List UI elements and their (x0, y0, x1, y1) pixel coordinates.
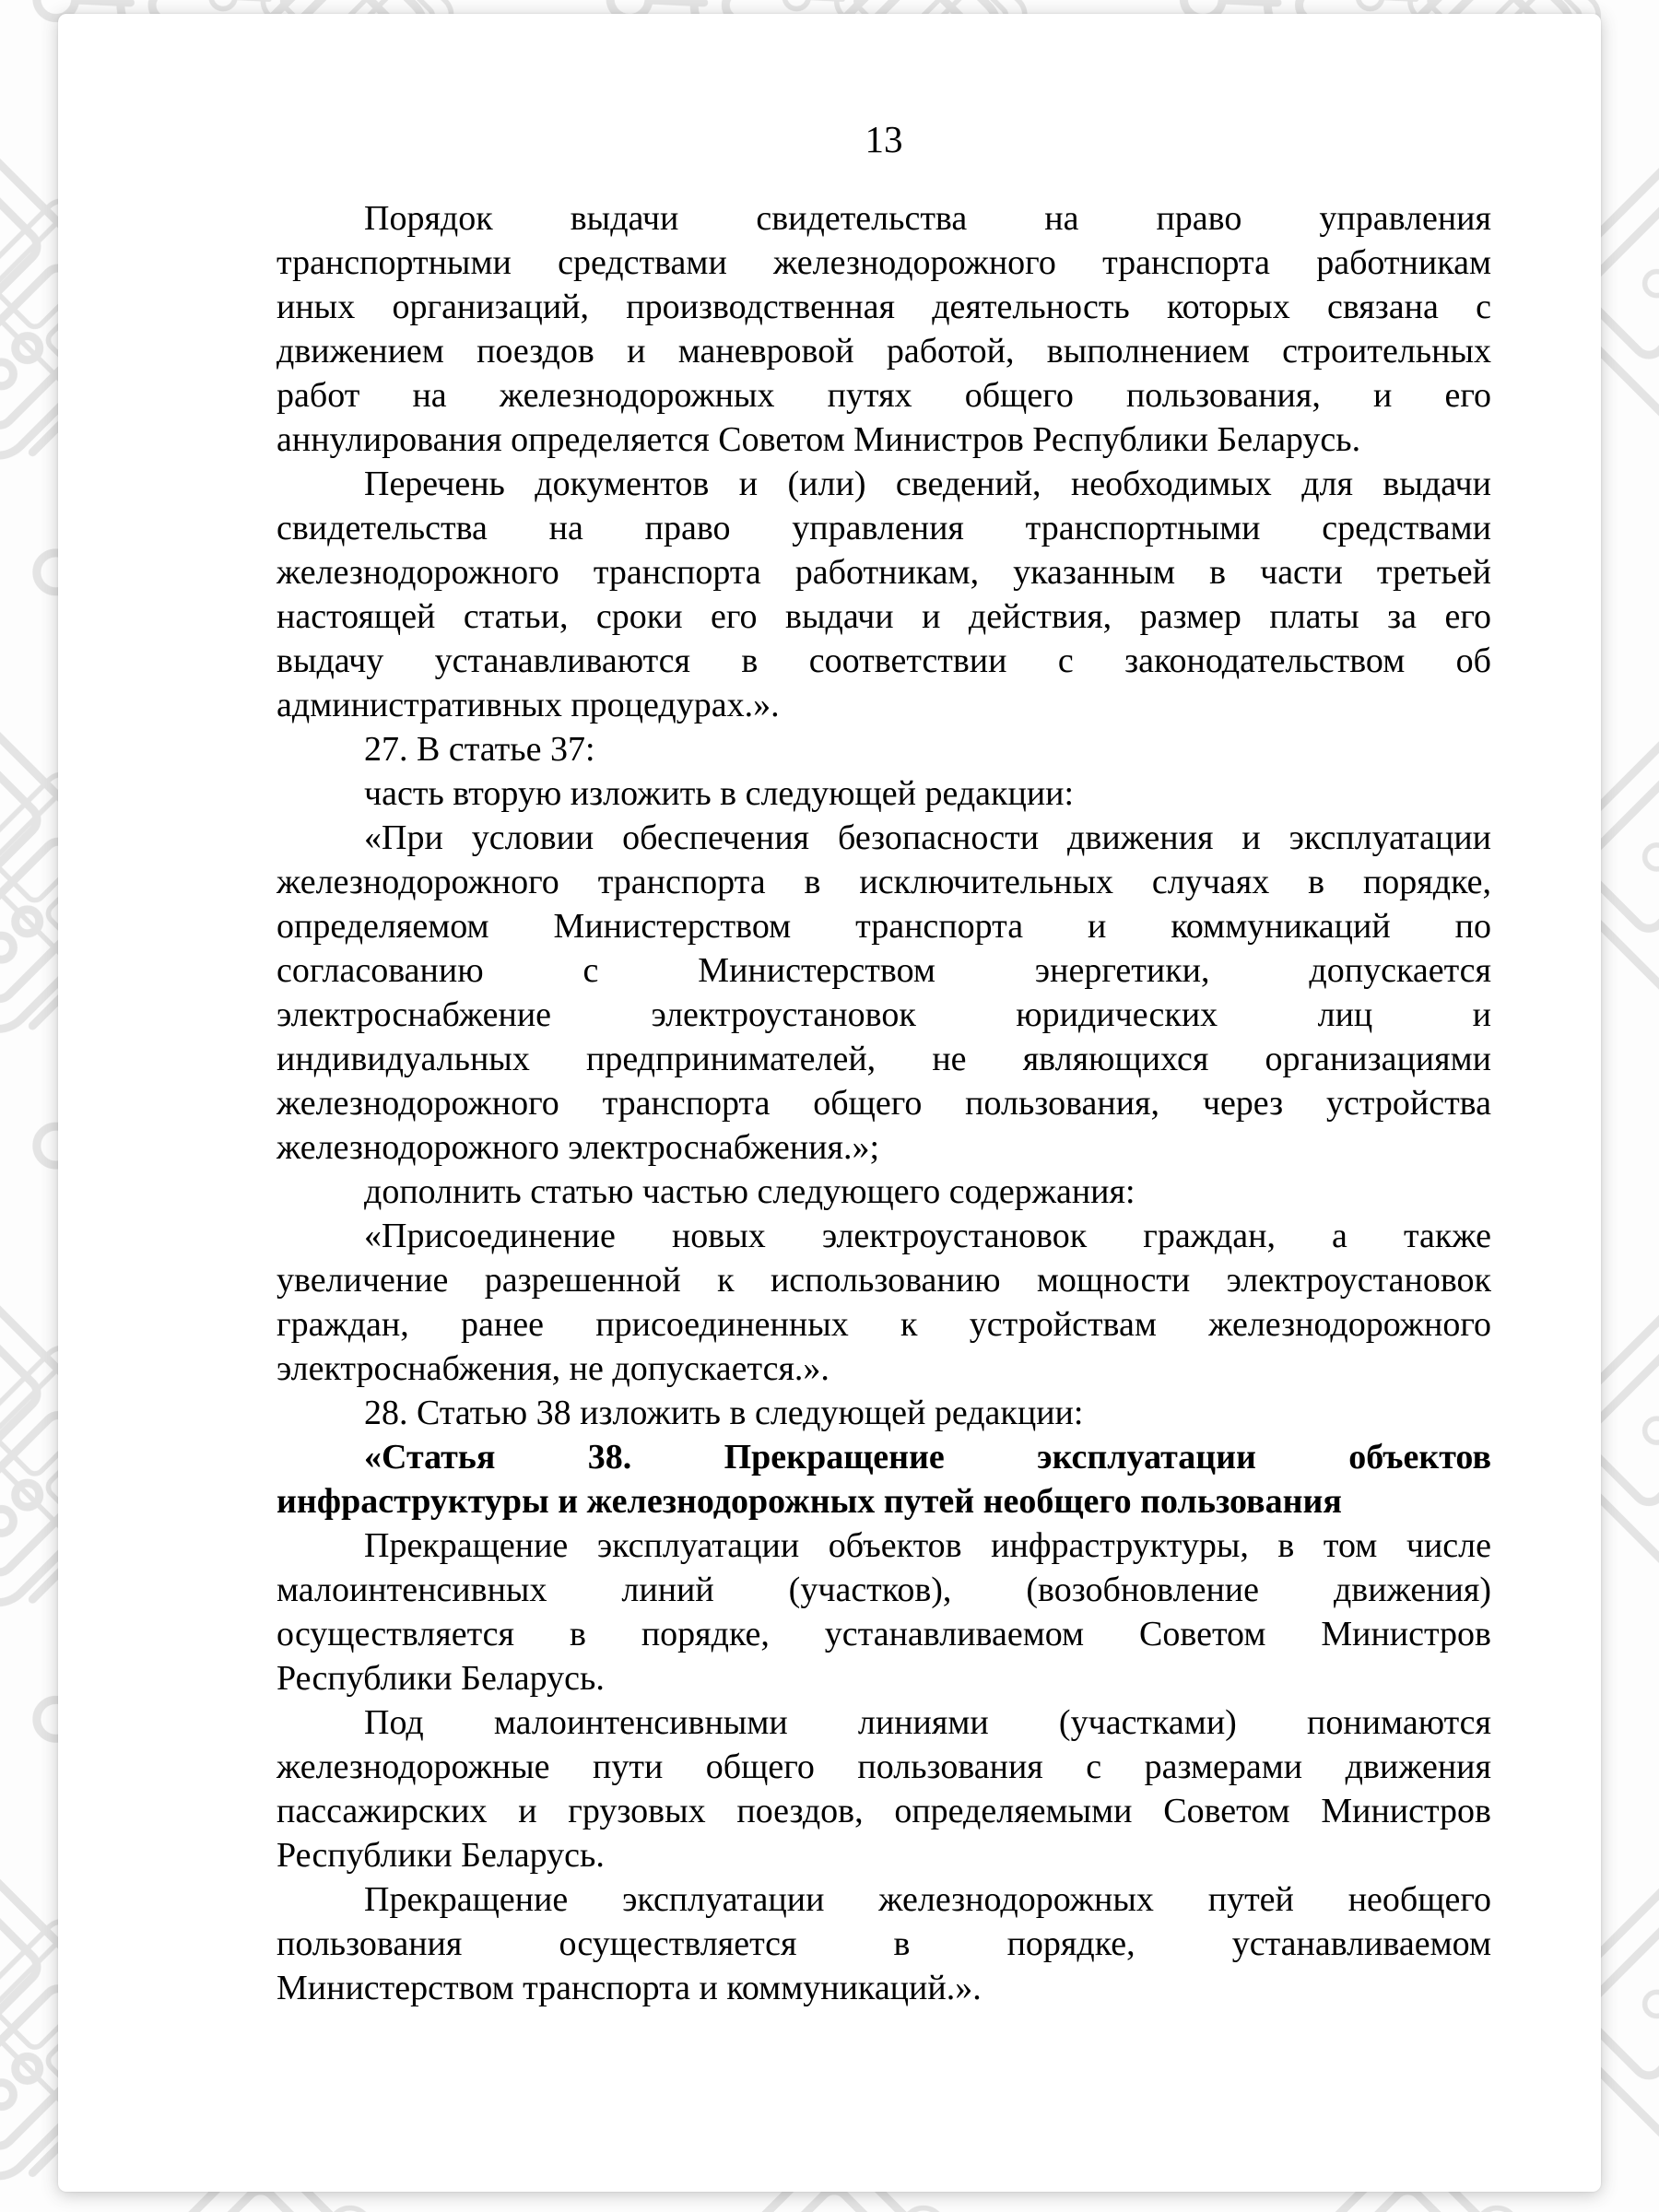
text-line: электроснабжение электроустановок юридических лиц и (276, 995, 1491, 1034)
paragraph-article-38-heading (276, 1435, 1491, 1524)
text-line: транспортными средствами железнодорожного транспорта работникам (276, 243, 1491, 282)
paragraph-item-27 (276, 727, 1491, 771)
paragraph-documents-list (276, 462, 1491, 727)
text-line: железнодорожного электроснабжения.»; (276, 1128, 879, 1167)
text-line: настоящей статьи, сроки его выдачи и действия, размер платы за его (276, 597, 1491, 636)
text-line: Прекращение эксплуатации железнодорожных путей необщего (364, 1880, 1491, 1919)
text-line: пользования осуществляется в порядке, устанавливаемом (276, 1924, 1491, 1963)
text-line: работ на железнодорожных путях общего пользования, и его (276, 376, 1491, 415)
text-line: железнодорожного транспорта общего пользования, через устройства (276, 1084, 1491, 1123)
paragraph-certificate-issuance-order (276, 196, 1491, 462)
paragraph-item-28 (276, 1391, 1491, 1435)
text-line: аннулирования определяется Советом Министров Республики Беларусь. (276, 420, 1361, 459)
text-line: железнодорожные пути общего пользования с размерами движения (276, 1747, 1491, 1786)
text-line: выдачу устанавливаются в соответствии с законодательством об (276, 641, 1491, 680)
text-line: административных процедурах.». (276, 686, 780, 724)
text-line: 27. В статье 37: (364, 730, 595, 769)
text-line: инфраструктуры и железнодорожных путей необщего пользования (276, 1482, 1342, 1521)
paragraph-supplement-intro (276, 1170, 1491, 1214)
text-line: «Статья 38. Прекращение эксплуатации объектов (364, 1438, 1491, 1477)
text-line: Прекращение эксплуатации объектов инфраструктуры, в том числе (364, 1526, 1491, 1565)
text-line: «Присоединение новых электроустановок граждан, а также (364, 1217, 1491, 1255)
paragraph-article-38-part-1 (276, 1524, 1491, 1700)
text-line: свидетельства на право управления транспортными средствами (276, 509, 1491, 547)
text-line: Министерством транспорта и коммуникаций.». (276, 1969, 982, 2007)
text-line: индивидуальных предпринимателей, не являющихся организациями (276, 1040, 1491, 1078)
text-line: железнодорожного транспорта в исключительных случаях в порядке, (276, 863, 1491, 901)
text-line: Порядок выдачи свидетельства на право управления (364, 199, 1491, 238)
text-line: железнодорожного транспорта работникам, указанным в части третьей (276, 553, 1491, 592)
text-line: дополнить статью частью следующего содержания: (364, 1172, 1135, 1211)
text-line: часть вторую изложить в следующей редакции: (364, 774, 1075, 813)
text-line: осуществляется в порядке, устанавливаемом Советом Министров (276, 1615, 1491, 1653)
document-body (276, 196, 1491, 2010)
paragraph-article-37-part-2 (276, 816, 1491, 1170)
text-line: Республики Беларусь. (276, 1836, 605, 1875)
text-line: пассажирских и грузовых поездов, определяемыми Советом Министров (276, 1792, 1491, 1830)
text-line: граждан, ранее присоединенных к устройствам железнодорожного (276, 1305, 1491, 1344)
text-line: согласованию с Министерством энергетики, допускается (276, 951, 1491, 990)
page-number: 13 (865, 118, 903, 160)
text-line: Под малоинтенсивными линиями (участками) понимаются (364, 1703, 1491, 1742)
paragraph-item-27-intro (276, 771, 1491, 816)
text-line: Республики Беларусь. (276, 1659, 605, 1698)
paragraph-article-38-part-2 (276, 1700, 1491, 1877)
text-line: движением поездов и маневровой работой, выполнением строительных (276, 332, 1491, 371)
text-line: «При условии обеспечения безопасности движения и эксплуатации (364, 818, 1491, 857)
text-line: электроснабжения, не допускается.». (276, 1349, 830, 1388)
text-line: 28. Статью 38 изложить в следующей редакции: (364, 1394, 1084, 1432)
text-line: увеличение разрешенной к использованию мощности электроустановок (276, 1261, 1491, 1300)
paragraph-article-38-part-3 (276, 1877, 1491, 2010)
text-line: Перечень документов и (или) сведений, необходимых для выдачи (364, 465, 1491, 503)
document-page (58, 14, 1601, 2192)
text-line: малоинтенсивных линий (участков), (возобновление движения) (276, 1571, 1491, 1609)
paragraph-article-37-new-part (276, 1214, 1491, 1391)
text-line: иных организаций, производственная деятельность которых связана с (276, 288, 1491, 326)
text-line: определяемом Министерством транспорта и коммуникаций по (276, 907, 1491, 946)
